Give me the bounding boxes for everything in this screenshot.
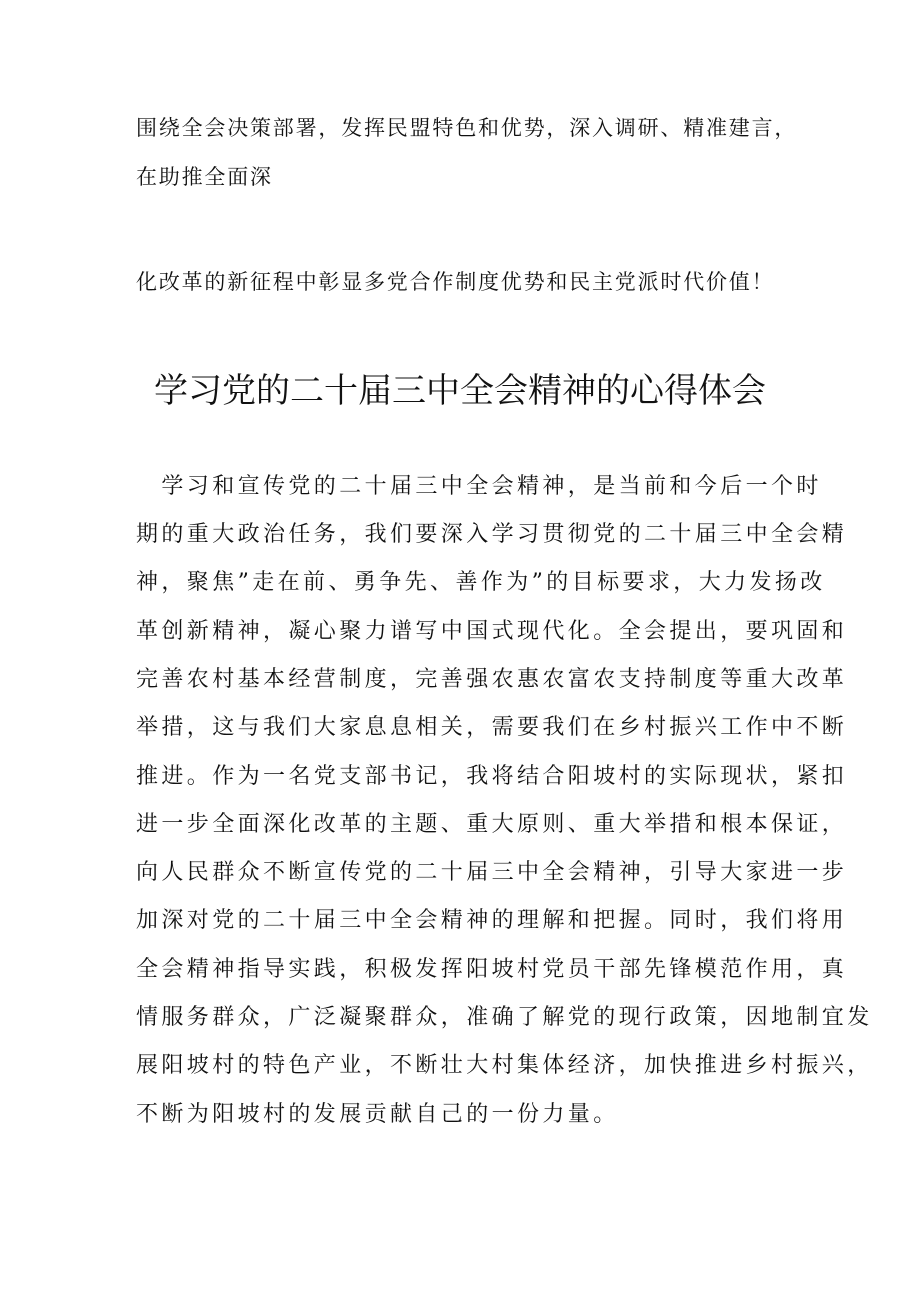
body-line-1: 学习和宣传党的二十届三中全会精神，是当前和今后一个时 (136, 474, 822, 499)
body-line-9: 向人民群众不断宣传党的二十届三中全会精神，引导大家进一步 (136, 860, 848, 885)
body-line-5: 完善农村基本经营制度，完善强农惠农富农支持制度等重大改革 (136, 667, 848, 692)
intro-text-line-1: 围绕全会决策部署，发挥民盟特色和优势，深入调研、精准建言， (136, 116, 798, 140)
body-line-3: 神，聚焦”走在前、勇争先、善作为”的目标要求，大力发扬改 (136, 570, 826, 595)
body-line-12: 情服务群众，广泛凝聚群众，准确了解党的现行政策，因地制宜发 (136, 1005, 873, 1030)
body-line-10: 加深对党的二十届三中全会精神的理解和把握。同时，我们将用 (136, 908, 848, 933)
intro-text-line-3: 化改革的新征程中彰显多党合作制度优势和民主党派时代价值！ (136, 270, 775, 294)
body-line-13: 展阳坡村的特色产业，不断壮大村集体经济，加快推进乡村振兴， (136, 1053, 873, 1078)
body-line-6: 举措，这与我们大家息息相关，需要我们在乡村振兴工作中不断 (136, 715, 848, 740)
article-title: 学习党的二十届三中全会精神的心得体会 (154, 371, 766, 411)
body-line-2: 期的重大政治任务，我们要深入学习贯彻党的二十届三中全会精 (136, 522, 848, 547)
body-line-7: 推进。作为一名党支部书记，我将结合阳坡村的实际现状，紧扣 (136, 764, 848, 789)
body-line-8: 进一步全面深化改革的主题、重大原则、重大举措和根本保证， (136, 812, 848, 837)
body-line-4: 革创新精神，凝心聚力谱写中国式现代化。全会提出，要巩固和 (136, 619, 848, 644)
body-line-14: 不断为阳坡村的发展贡献自己的一份力量。 (136, 1102, 619, 1127)
body-line-11: 全会精神指导实践，积极发挥阳坡村党员干部先锋模范作用，真 (136, 957, 848, 982)
intro-text-line-2: 在助推全面深 (136, 165, 273, 189)
